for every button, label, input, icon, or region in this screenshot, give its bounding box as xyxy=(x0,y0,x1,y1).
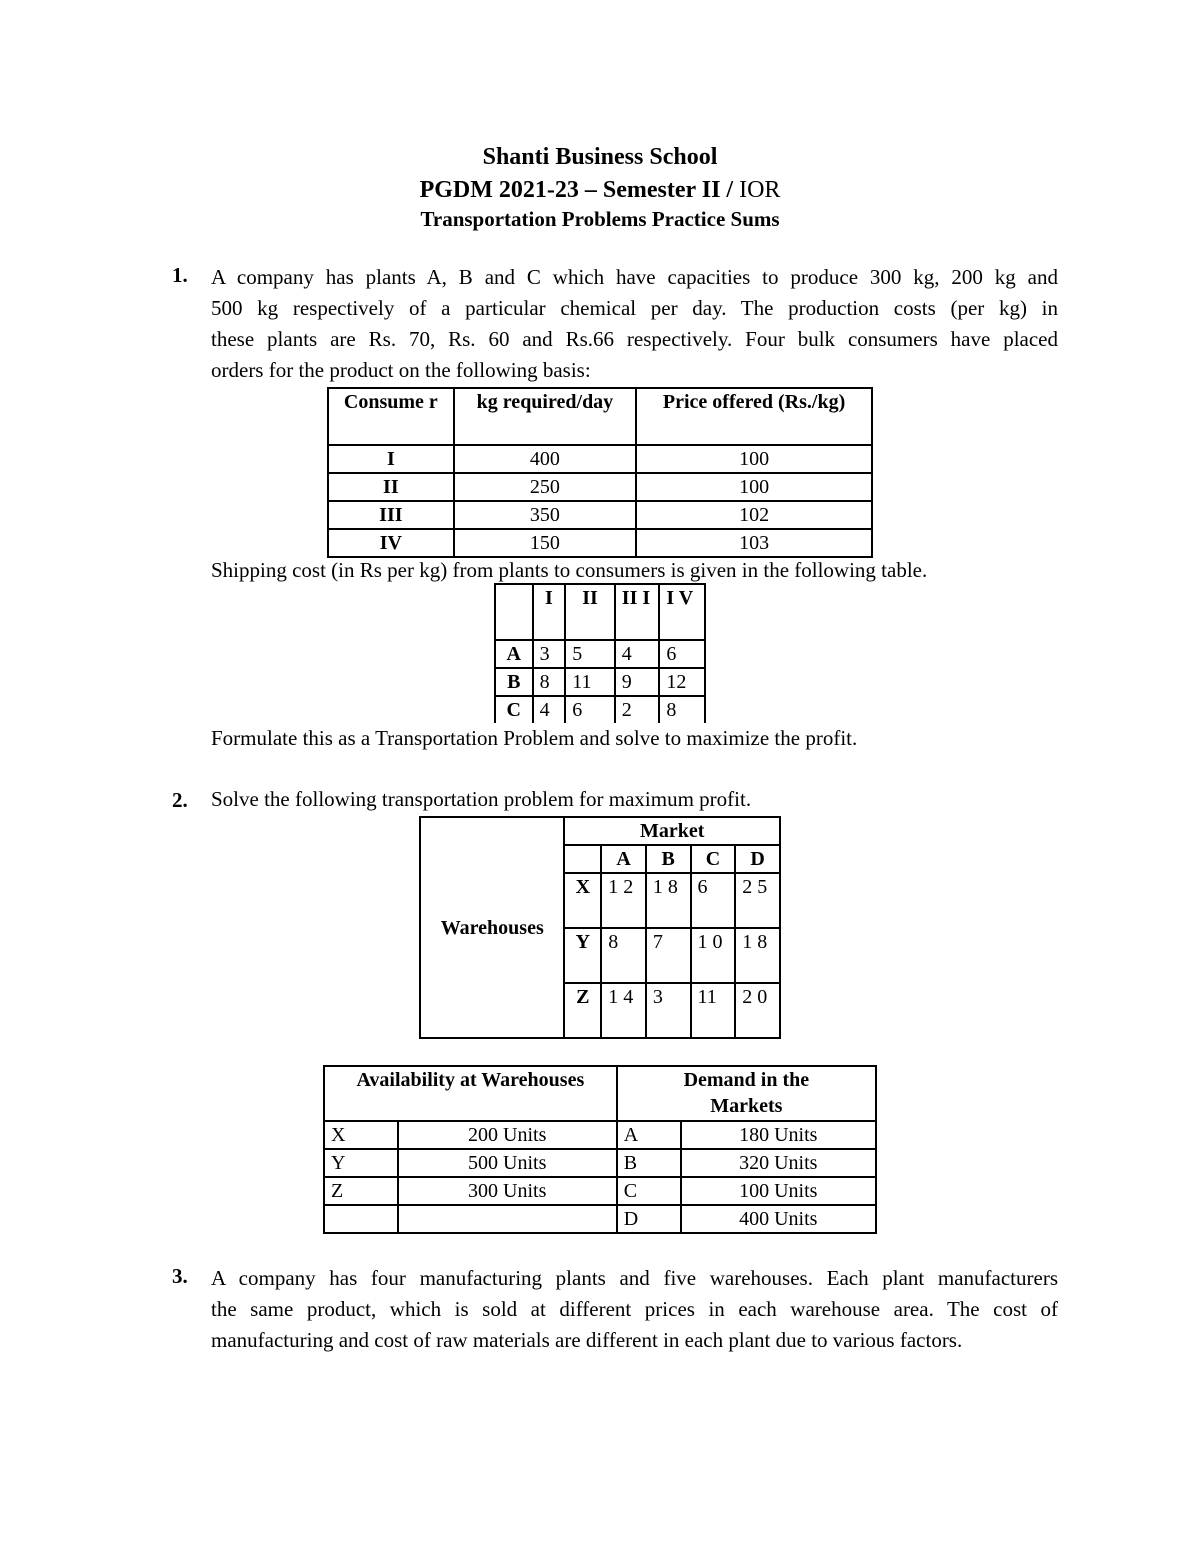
q1-instruction: Formulate this as a Transportation Problem and solve to maximize the profit. xyxy=(211,726,858,750)
shipping-col-header: II I xyxy=(615,584,660,640)
market-col-header: D xyxy=(735,845,780,873)
profit-cell: 8 xyxy=(601,928,646,983)
shipping-cell: 8 xyxy=(659,696,705,723)
supply-demand-table xyxy=(323,1065,877,1234)
kg-col-header: kg required/day xyxy=(454,388,636,445)
document-subtitle: Transportation Problems Practice Sums xyxy=(420,207,780,231)
q1-paragraph xyxy=(211,262,1058,386)
profit-cell: 2 0 xyxy=(735,983,780,1038)
q3-line-3: manufacturing and cost of raw materials are different in each plant due to various factors. xyxy=(211,1328,963,1352)
school-name: Shanti Business School xyxy=(482,144,718,170)
consumer-table xyxy=(327,387,873,558)
empty-corner-cell xyxy=(564,845,601,873)
table-row xyxy=(495,640,705,668)
market-header-row xyxy=(420,817,780,845)
kg-cell: 250 xyxy=(454,473,636,501)
profit-cell: 1 0 xyxy=(691,928,736,983)
table-row xyxy=(495,696,705,723)
market-label-cell: C xyxy=(617,1177,681,1205)
market-label-cell: A xyxy=(617,1121,681,1149)
availability-value: 300 Units xyxy=(398,1177,617,1205)
program-label: PGDM 2021-23 – Semester II / xyxy=(419,177,734,203)
market-label-cell: B xyxy=(617,1149,681,1177)
q1-line-3: these plants are Rs. 70, Rs. 60 and Rs.66 respectively. Four bulk consumers have placed xyxy=(211,327,1058,351)
market-col-header: A xyxy=(601,845,646,873)
warehouse-label xyxy=(324,1205,398,1233)
shipping-col-header: II xyxy=(565,584,615,640)
warehouse-label: Y xyxy=(324,1149,398,1177)
kg-cell: 400 xyxy=(454,445,636,473)
availability-value: 200 Units xyxy=(398,1121,617,1149)
profit-cell: 2 5 xyxy=(735,873,780,928)
kg-cell: 350 xyxy=(454,501,636,529)
profit-cell: 11 xyxy=(691,983,736,1038)
shipping-cell: 9 xyxy=(615,668,660,696)
price-cell: 100 xyxy=(636,445,872,473)
shipping-cell: 12 xyxy=(659,668,705,696)
warehouse-row-label: Z xyxy=(564,983,601,1038)
consumer-cell: II xyxy=(328,473,454,501)
profit-cell: 7 xyxy=(646,928,691,983)
consumer-header-row xyxy=(328,388,872,445)
table-row xyxy=(495,668,705,696)
profit-cell: 1 8 xyxy=(646,873,691,928)
warehouse-row-label: X xyxy=(564,873,601,928)
program-title xyxy=(0,177,1200,204)
warehouse-row-label: Y xyxy=(564,928,601,983)
q1-line-4: orders for the product on the following basis: xyxy=(211,358,591,382)
shipping-cell: 6 xyxy=(565,696,615,723)
q2-number: 2. xyxy=(172,788,188,812)
shipping-cell: 4 xyxy=(615,640,660,668)
market-label-cell: D xyxy=(617,1205,681,1233)
demand-value: 180 Units xyxy=(681,1121,876,1149)
table-row xyxy=(324,1149,876,1177)
demand-value: 320 Units xyxy=(681,1149,876,1177)
shipping-cell: 11 xyxy=(565,668,615,696)
consumer-cell: I xyxy=(328,445,454,473)
q2-text: Solve the following transportation problem for maximum profit. xyxy=(211,787,752,811)
warehouse-label: Z xyxy=(324,1177,398,1205)
market-label: Market xyxy=(564,817,780,845)
warehouses-label: Warehouses xyxy=(420,817,564,1038)
availability-value: 500 Units xyxy=(398,1149,617,1177)
shipping-cell: 2 xyxy=(615,696,660,723)
availability-header: Availability at Warehouses xyxy=(324,1066,617,1121)
kg-cell: 150 xyxy=(454,529,636,557)
profit-matrix-table xyxy=(419,816,781,1039)
warehouse-label: X xyxy=(324,1121,398,1149)
plant-label: C xyxy=(495,696,533,723)
shipping-col-header: I V xyxy=(659,584,705,640)
profit-cell: 3 xyxy=(646,983,691,1038)
table-row xyxy=(328,445,872,473)
shipping-cell: 8 xyxy=(533,668,566,696)
shipping-intro: Shipping cost (in Rs per kg) from plants to consumers is given in the following table. xyxy=(211,558,928,582)
table-row xyxy=(328,473,872,501)
profit-cell: 6 xyxy=(691,873,736,928)
shipping-header-row xyxy=(495,584,705,640)
price-cell: 103 xyxy=(636,529,872,557)
demand-value: 400 Units xyxy=(681,1205,876,1233)
shipping-cell: 5 xyxy=(565,640,615,668)
table-row xyxy=(324,1205,876,1233)
profit-cell: 1 8 xyxy=(735,928,780,983)
table-row xyxy=(328,501,872,529)
market-col-header: B xyxy=(646,845,691,873)
demand-value: 100 Units xyxy=(681,1177,876,1205)
price-cell: 102 xyxy=(636,501,872,529)
table-row xyxy=(328,529,872,557)
price-col-header: Price offered (Rs./kg) xyxy=(636,388,872,445)
q3-number: 3. xyxy=(172,1264,188,1288)
price-cell: 100 xyxy=(636,473,872,501)
demand-header: Demand in the Markets xyxy=(617,1066,876,1121)
course-label: IOR xyxy=(739,177,781,203)
q1-number: 1. xyxy=(172,263,188,287)
consumer-cell: III xyxy=(328,501,454,529)
q3-line-2: the same product, which is sold at different prices in each warehouse area. The cost of xyxy=(211,1297,1058,1321)
consumer-cell: IV xyxy=(328,529,454,557)
supply-demand-header-row xyxy=(324,1066,876,1121)
shipping-cell: 6 xyxy=(659,640,705,668)
q1-line-2: 500 kg respectively of a particular chemical per day. The production costs (per kg) in xyxy=(211,296,1058,320)
profit-cell: 1 2 xyxy=(601,873,646,928)
q1-line-1: A company has plants A, B and C which have capacities to produce 300 kg, 200 kg and xyxy=(211,265,1058,289)
market-col-header: C xyxy=(691,845,736,873)
table-row xyxy=(324,1177,876,1205)
shipping-cost-table xyxy=(494,583,706,723)
plant-label: A xyxy=(495,640,533,668)
shipping-cell: 4 xyxy=(533,696,566,723)
shipping-col-header: I xyxy=(533,584,566,640)
q3-paragraph xyxy=(211,1263,1058,1356)
profit-cell: 1 4 xyxy=(601,983,646,1038)
shipping-cell: 3 xyxy=(533,640,566,668)
table-row xyxy=(324,1121,876,1149)
availability-value xyxy=(398,1205,617,1233)
plant-label: B xyxy=(495,668,533,696)
q3-line-1: A company has four manufacturing plants and five warehouses. Each plant manufacturers xyxy=(211,1266,1058,1290)
consumer-col-header: Consume r xyxy=(328,388,454,445)
shipping-corner-cell xyxy=(495,584,533,640)
